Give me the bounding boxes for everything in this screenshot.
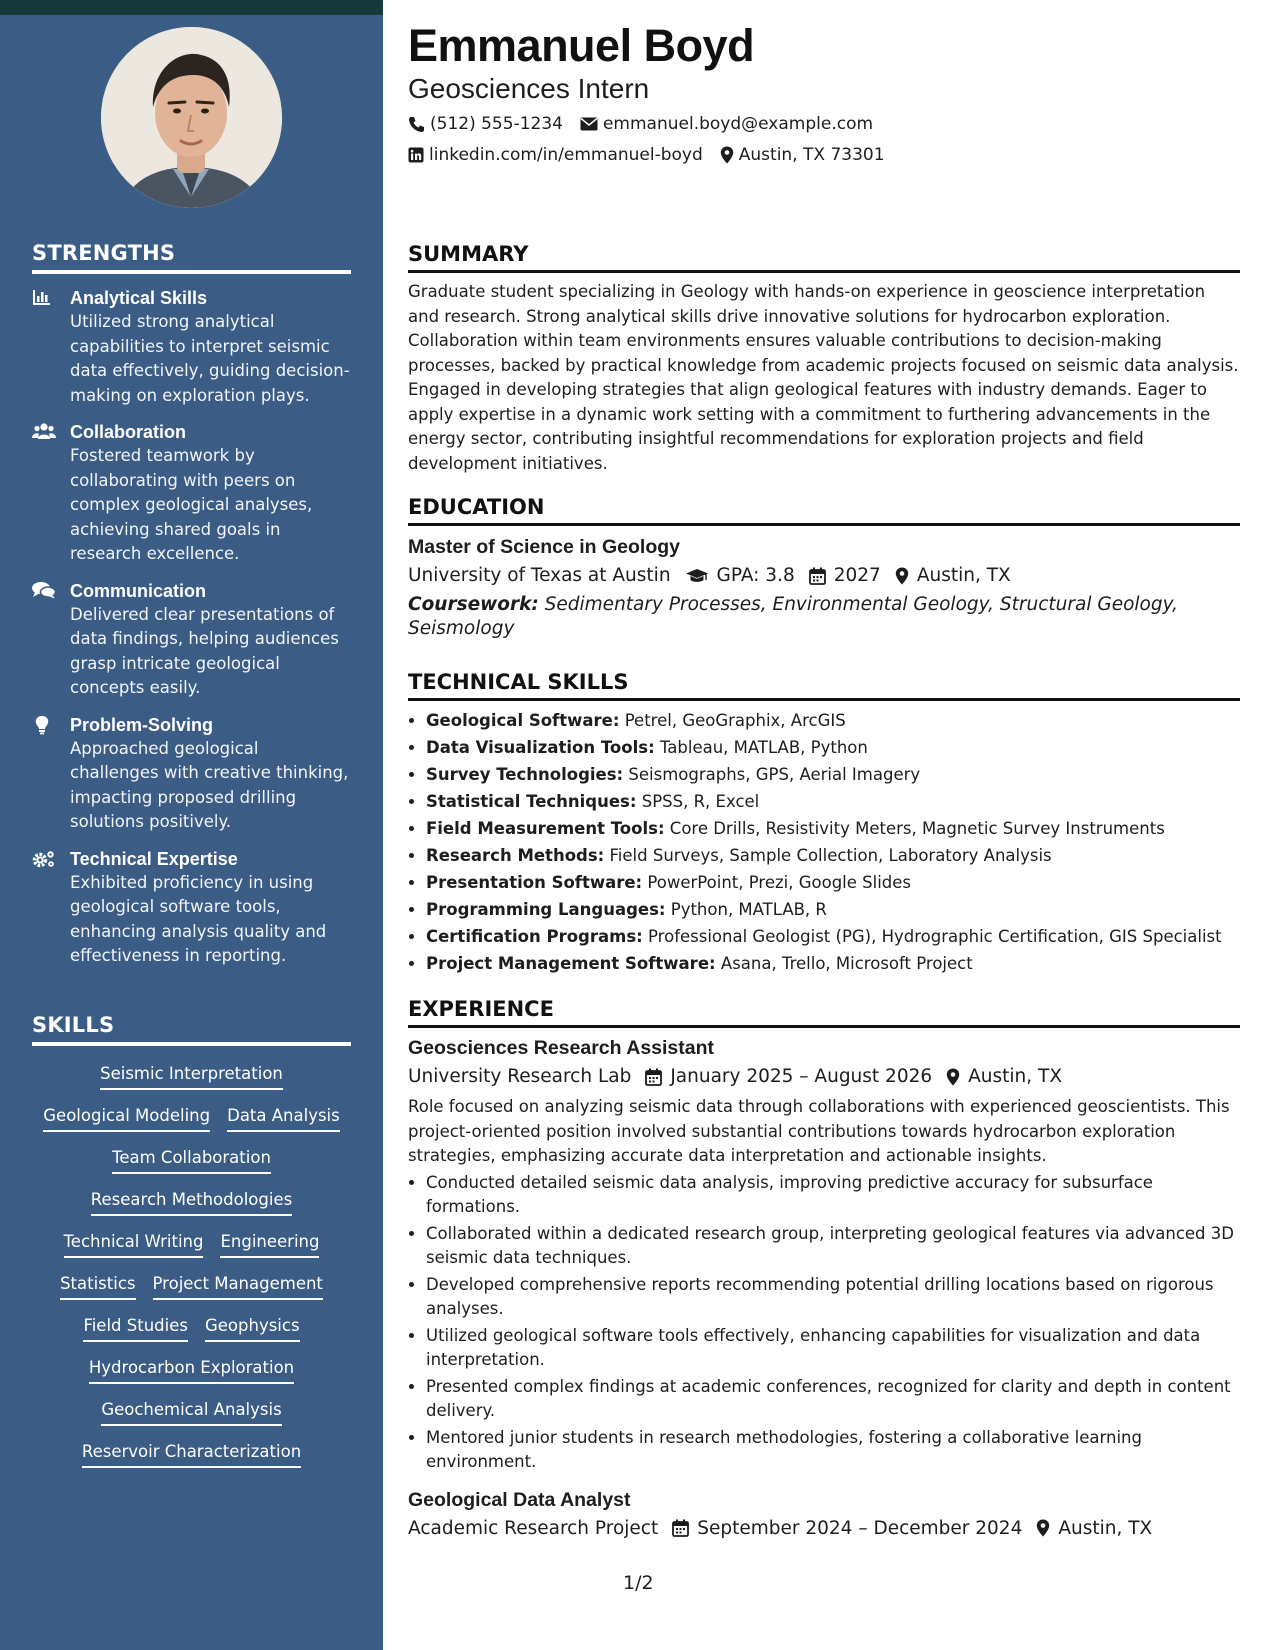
- skill-value: Tableau, MATLAB, Python: [659, 738, 868, 757]
- skill-value: Professional Geologist (PG), Hydrographic Certification, GIS Specialist: [648, 927, 1222, 946]
- job-summary: Role focused on analyzing seismic data through collaborations with experienced geoscientists. This project-oriented position involved substantial contributions towards hydrocarbon exploration strategies, emphasizing accurate data interpretation and actionable insights.: [408, 1097, 1230, 1165]
- list-item: [426, 869, 1240, 896]
- skill-tag: Geological Modeling: [43, 1104, 210, 1132]
- candidate-role: Geosciences Intern: [408, 73, 650, 104]
- strength-title: Collaboration: [70, 422, 186, 442]
- map-pin-icon: [946, 1068, 960, 1086]
- skill-tag: Geophysics: [205, 1314, 300, 1342]
- edu-location-item: [895, 565, 1011, 586]
- summary-section: [408, 242, 1240, 476]
- page-number: 1/2: [623, 1572, 654, 1594]
- skill-label: Certification Programs:: [426, 927, 643, 946]
- skill-value: PowerPoint, Prezi, Google Slides: [647, 873, 912, 892]
- job-meta: [408, 1518, 1240, 1539]
- job-location-item: [1036, 1518, 1152, 1539]
- edu-location-text: Austin, TX: [916, 565, 1011, 586]
- job-dates-item: [645, 1066, 932, 1087]
- technical-skills-section: [408, 670, 1240, 977]
- sidebar-top-bar: [0, 0, 383, 15]
- strength-item: [32, 579, 351, 701]
- skill-tag: Seismic Interpretation: [100, 1062, 283, 1090]
- strength-description: Utilized strong analytical capabilities to interpret seismic data effectively, guiding decision-making on exploration plays.: [70, 312, 350, 405]
- skill-tag: Statistics: [60, 1272, 135, 1300]
- coursework-label: Coursework:: [408, 594, 539, 615]
- gpa-item: [685, 565, 795, 586]
- portrait-photo: [101, 27, 282, 208]
- job-org: Academic Research Project: [408, 1517, 659, 1539]
- gpa-text: GPA: 3.8: [716, 565, 795, 586]
- bar-chart-icon: [32, 288, 54, 308]
- skills-list: [32, 1062, 351, 1468]
- map-pin-icon: [895, 567, 909, 585]
- job-location: Austin, TX: [968, 1066, 1063, 1087]
- job-dates: January 2025 – August 2026: [670, 1066, 933, 1087]
- skills-section: [32, 1013, 351, 1468]
- job-title: Geological Data Analyst: [408, 1488, 631, 1511]
- skill-tag: Technical Writing: [64, 1230, 204, 1258]
- skill-label: Research Methods:: [426, 846, 605, 865]
- strengths-heading: STRENGTHS: [32, 241, 351, 274]
- skill-tag: Team Collaboration: [112, 1146, 271, 1174]
- email-contact[interactable]: [580, 114, 873, 134]
- map-pin-icon: [720, 146, 734, 164]
- school-name: University of Texas at Austin: [408, 565, 671, 586]
- job-dates-item: [672, 1518, 1022, 1539]
- linkedin-text: linkedin.com/in/emmanuel-boyd: [429, 145, 703, 165]
- skill-label: Presentation Software:: [426, 873, 643, 892]
- linkedin-contact[interactable]: [408, 145, 703, 165]
- list-item: • Mentored junior students in research methodologies, fostering a collaborative learning environment.: [426, 1426, 1240, 1475]
- experience-heading: EXPERIENCE: [408, 997, 1240, 1028]
- strength-description: Delivered clear presentations of data findings, helping audiences grasp intricate geological concepts easily.: [70, 604, 339, 697]
- list-item: [426, 788, 1240, 815]
- skill-value: Asana, Trello, Microsoft Project: [720, 954, 973, 973]
- skill-value: SPSS, R, Excel: [641, 792, 760, 811]
- technical-skills-heading: TECHNICAL SKILLS: [408, 670, 1240, 701]
- list-item: [426, 923, 1240, 950]
- year-text: 2027: [833, 565, 881, 586]
- gears-icon: [32, 849, 54, 869]
- skill-tag: Data Analysis: [227, 1104, 340, 1132]
- contact-row: [408, 114, 890, 134]
- skill-label: Field Measurement Tools:: [426, 819, 665, 838]
- avatar: [101, 27, 282, 208]
- job-location: Austin, TX: [1058, 1517, 1153, 1539]
- list-item: [426, 734, 1240, 761]
- skill-tag: Engineering: [220, 1230, 319, 1258]
- location-text: Austin, TX 73301: [738, 145, 885, 165]
- skill-label: Geological Software:: [426, 711, 620, 730]
- skills-heading: SKILLS: [32, 1013, 351, 1046]
- skill-tag: Hydrocarbon Exploration: [89, 1356, 294, 1384]
- job-title: Geosciences Research Assistant: [408, 1037, 715, 1059]
- map-pin-icon: [1036, 1519, 1050, 1537]
- strength-item: [32, 286, 351, 408]
- linkedin-icon: [408, 147, 424, 163]
- skill-value: Petrel, GeoGraphix, ArcGIS: [624, 711, 846, 730]
- calendar-icon: [645, 1068, 662, 1086]
- list-item: • Developed comprehensive reports recommending potential drilling locations based on rigorous analyses.: [426, 1273, 1240, 1322]
- skill-label: Data Visualization Tools:: [426, 738, 655, 757]
- skill-value: Seismographs, GPS, Aerial Imagery: [628, 765, 921, 784]
- list-item: [426, 815, 1240, 842]
- skill-tag: Geochemical Analysis: [101, 1398, 281, 1426]
- summary-heading: SUMMARY: [408, 242, 1240, 273]
- users-icon: [32, 422, 54, 442]
- sidebar: [0, 0, 383, 1650]
- calendar-icon: [672, 1519, 689, 1537]
- skill-label: Project Management Software:: [426, 954, 716, 973]
- degree-title: Master of Science in Geology: [408, 536, 680, 558]
- location-contact: [720, 145, 885, 165]
- skill-label: Programming Languages:: [426, 900, 666, 919]
- list-item: • Collaborated within a dedicated research group, interpreting geological features via advanced 3D seismic data techniques.: [426, 1222, 1240, 1271]
- technical-skills-list: [408, 707, 1240, 977]
- job-meta: [408, 1066, 1240, 1087]
- strength-description: Exhibited proficiency in using geological software tools, enhancing analysis quality and effectiveness in reporting.: [70, 872, 327, 965]
- strength-title: Technical Expertise: [70, 848, 238, 869]
- list-item: • Conducted detailed seismic data analysis, improving predictive accuracy for subsurface formations.: [426, 1171, 1240, 1220]
- lightbulb-icon: [32, 715, 54, 735]
- job-location-item: [946, 1066, 1062, 1087]
- list-item: [426, 950, 1240, 977]
- skill-label: Survey Technologies:: [426, 765, 624, 784]
- graduation-cap-icon: [685, 568, 709, 584]
- list-item: [426, 842, 1240, 869]
- job-org: University Research Lab: [408, 1066, 632, 1087]
- list-item: [426, 896, 1240, 923]
- strength-item: [32, 847, 351, 969]
- skill-value: Core Drills, Resistivity Meters, Magnetic Survey Instruments: [669, 819, 1165, 838]
- skill-tag: Reservoir Characterization: [82, 1440, 301, 1468]
- skill-tag: Research Methodologies: [91, 1188, 292, 1216]
- list-item: [426, 707, 1240, 734]
- comments-icon: [32, 581, 54, 601]
- education-section: [408, 495, 1240, 641]
- education-meta: [408, 565, 1240, 586]
- strength-title: Communication: [70, 580, 207, 601]
- skill-tag: Project Management: [153, 1272, 323, 1300]
- phone-text: (512) 555-1234: [430, 114, 563, 134]
- strength-title: Analytical Skills: [70, 288, 208, 308]
- envelope-icon: [580, 117, 598, 131]
- coursework: [408, 593, 1240, 641]
- calendar-icon: [809, 567, 826, 585]
- skill-label: Statistical Techniques:: [426, 792, 637, 811]
- list-item: • Presented complex findings at academic conferences, recognized for clarity and depth in content delivery.: [426, 1375, 1240, 1424]
- strength-title: Problem-Solving: [70, 714, 214, 735]
- job-bullets: [408, 1171, 1240, 1475]
- strength-description: Fostered teamwork by collaborating with peers on complex geological analyses, achieving shared goals in research excellence.: [70, 446, 313, 563]
- list-item: • Utilized geological software tools effectively, enhancing capabilities for visualization and data interpretation.: [426, 1324, 1240, 1373]
- contact-row-2: [408, 145, 902, 165]
- skill-tag: Field Studies: [83, 1314, 188, 1342]
- experience-section: [408, 997, 1240, 1539]
- education-heading: EDUCATION: [408, 495, 1240, 526]
- skill-value: Python, MATLAB, R: [670, 900, 827, 919]
- phone-contact[interactable]: [408, 114, 563, 134]
- email-text: emmanuel.boyd@example.com: [602, 114, 874, 134]
- list-item: [426, 761, 1240, 788]
- phone-icon: [408, 116, 425, 133]
- coursework-text: Sedimentary Processes, Environmental Geology, Structural Geology, Seismology: [408, 594, 1178, 639]
- job-dates: September 2024 – December 2024: [697, 1517, 1023, 1539]
- summary-text: Graduate student specializing in Geology with hands-on experience in geoscience interpretation and research. Strong analytical skills drive innovative solutions for hydrocarbon exploration. Collaboration within team environments ensures valuable contributions to decision-making processes, backed by practical knowledge from academic projects focused on seismic data analysis. Engaged in developing strategies that align geological features with industry demands. Eager to apply expertise in a dynamic work setting with a commitment to furthering advancements in the energy sector, contributing insightful recommendations for exploration projects and field development initiatives.: [408, 282, 1239, 473]
- strength-item: [32, 420, 351, 567]
- strength-item: [32, 713, 351, 835]
- skill-value: Field Surveys, Sample Collection, Laboratory Analysis: [609, 846, 1052, 865]
- strengths-section: [32, 241, 351, 969]
- candidate-name: Emmanuel Boyd: [408, 20, 755, 71]
- strength-description: Approached geological challenges with creative thinking, impacting proposed drilling solutions positively.: [70, 738, 349, 831]
- year-item: [809, 565, 881, 586]
